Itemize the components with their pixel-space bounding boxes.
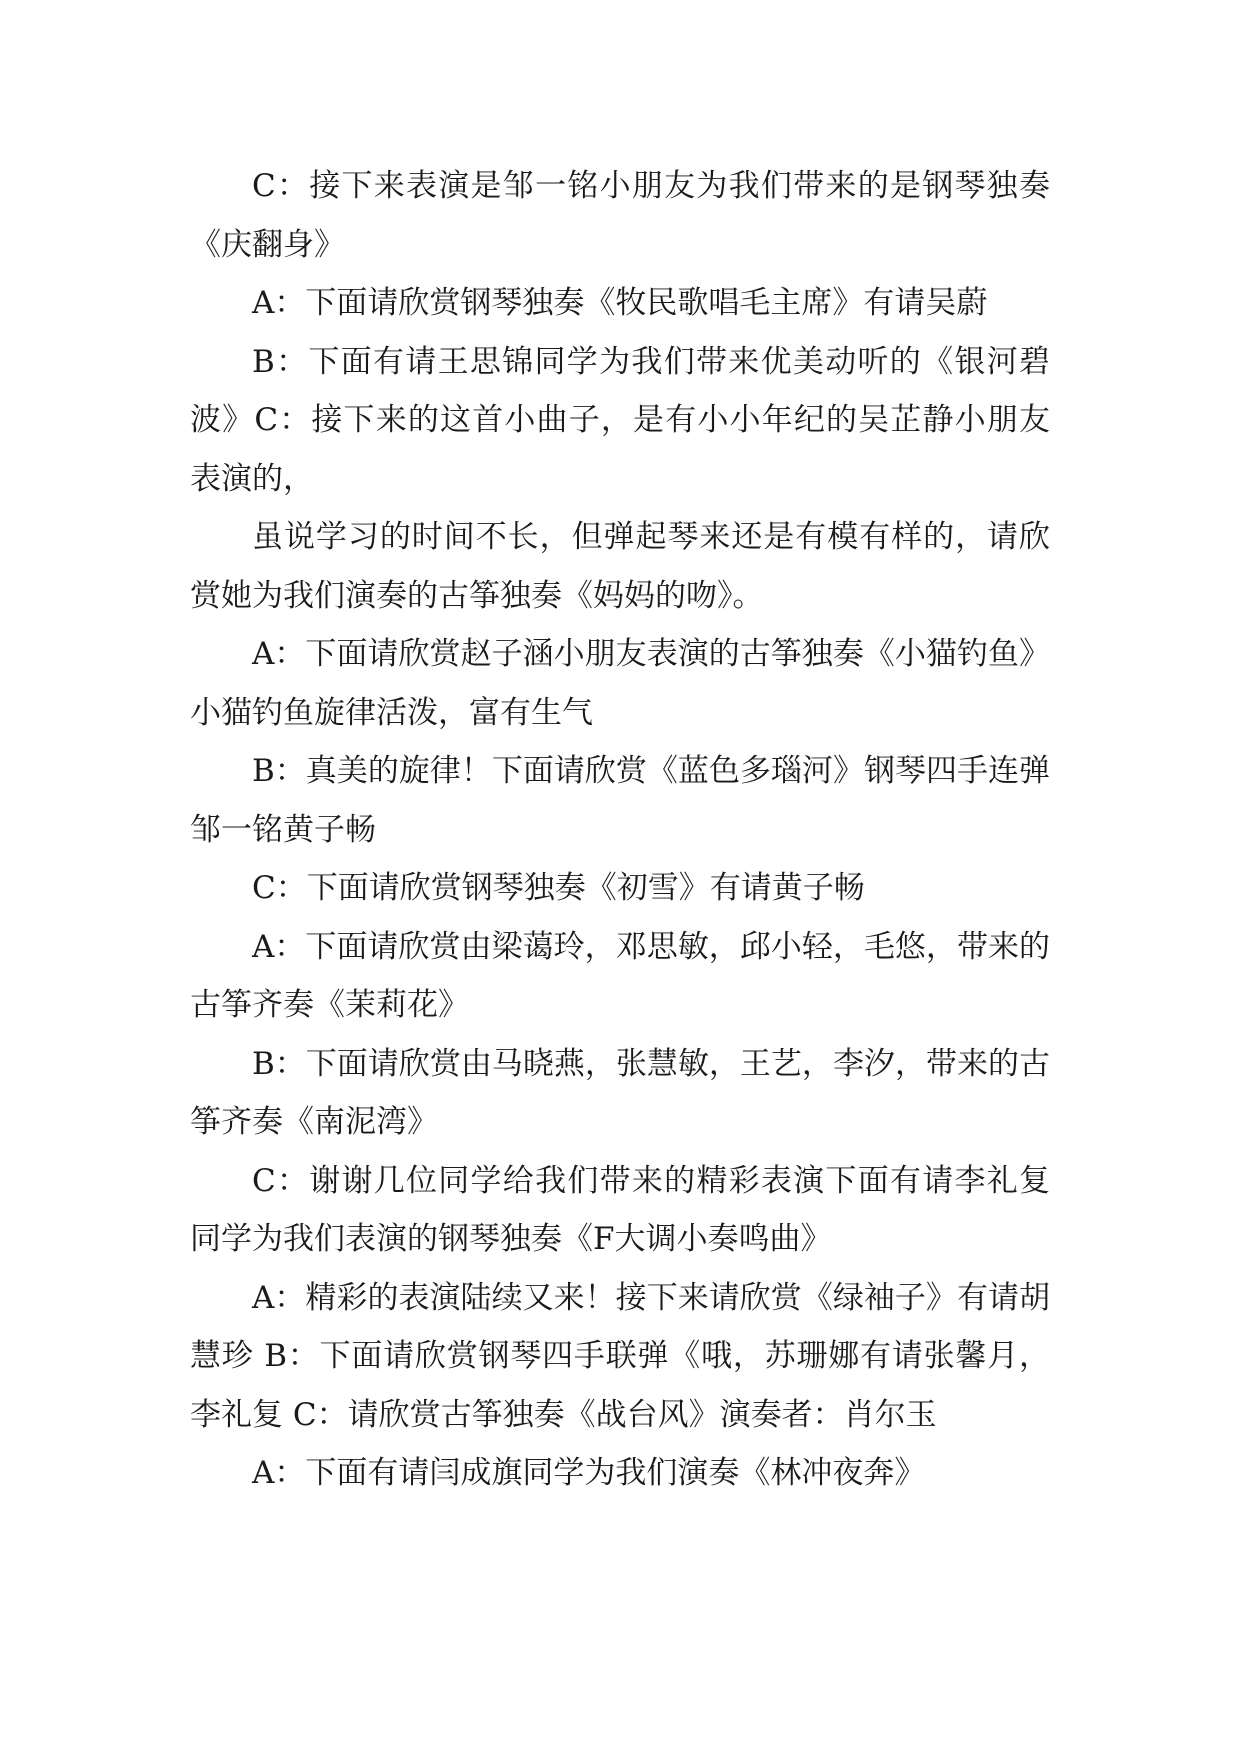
paragraph: B：下面请欣赏由马晓燕，张慧敏，王艺，李汐，带来的古筝齐奏《南泥湾》 [190,1045,1050,1140]
paragraph: C：谢谢几位同学给我们带来的精彩表演下面有请李礼复同学为我们表演的钢琴独奏《F大调小奏鸣曲》 [190,1162,1050,1257]
paragraph: A：下面请欣赏钢琴独奏《牧民歌唱毛主席》有请吴蔚 [252,285,988,321]
paragraph: 虽说学习的时间不长，但弹起琴来还是有模有样的，请欣赏她为我们演奏的古筝独奏《妈妈的吻》。 [190,519,1050,614]
paragraph: B：真美的旋律！下面请欣赏《蓝色多瑙河》钢琴四手连弹邹一铭黄子畅 [190,753,1050,848]
document-body [190,157,1050,1503]
paragraph: C：下面请欣赏钢琴独奏《初雪》有请黄子畅 [252,870,865,906]
paragraph: B：下面有请王思锦同学为我们带来优美动听的《银河碧波》C：接下来的这首小曲子，是有小小年纪的吴芷静小朋友表演的， [190,343,1050,497]
paragraph: A：精彩的表演陆续又来！接下来请欣赏《绿袖子》有请胡慧珍 B：下面请欣赏钢琴四手联弹《哦，苏珊娜有请张馨月，李礼复 C：请欣赏古筝独奏《战台风》演奏者：肖尔玉 [190,1279,1050,1433]
paragraph: A：下面有请闫成旗同学为我们演奏《林冲夜奔》 [252,1455,926,1491]
paragraph: A：下面请欣赏由梁蔼玲，邓思敏，邱小轻，毛悠，带来的古筝齐奏《茉莉花》 [190,928,1050,1023]
paragraph: A：下面请欣赏赵子涵小朋友表演的古筝独奏《小猫钓鱼》小猫钓鱼旋律活泼，富有生气 [190,636,1050,731]
paragraph: C：接下来表演是邹一铭小朋友为我们带来的是钢琴独奏《庆翻身》 [190,168,1050,263]
